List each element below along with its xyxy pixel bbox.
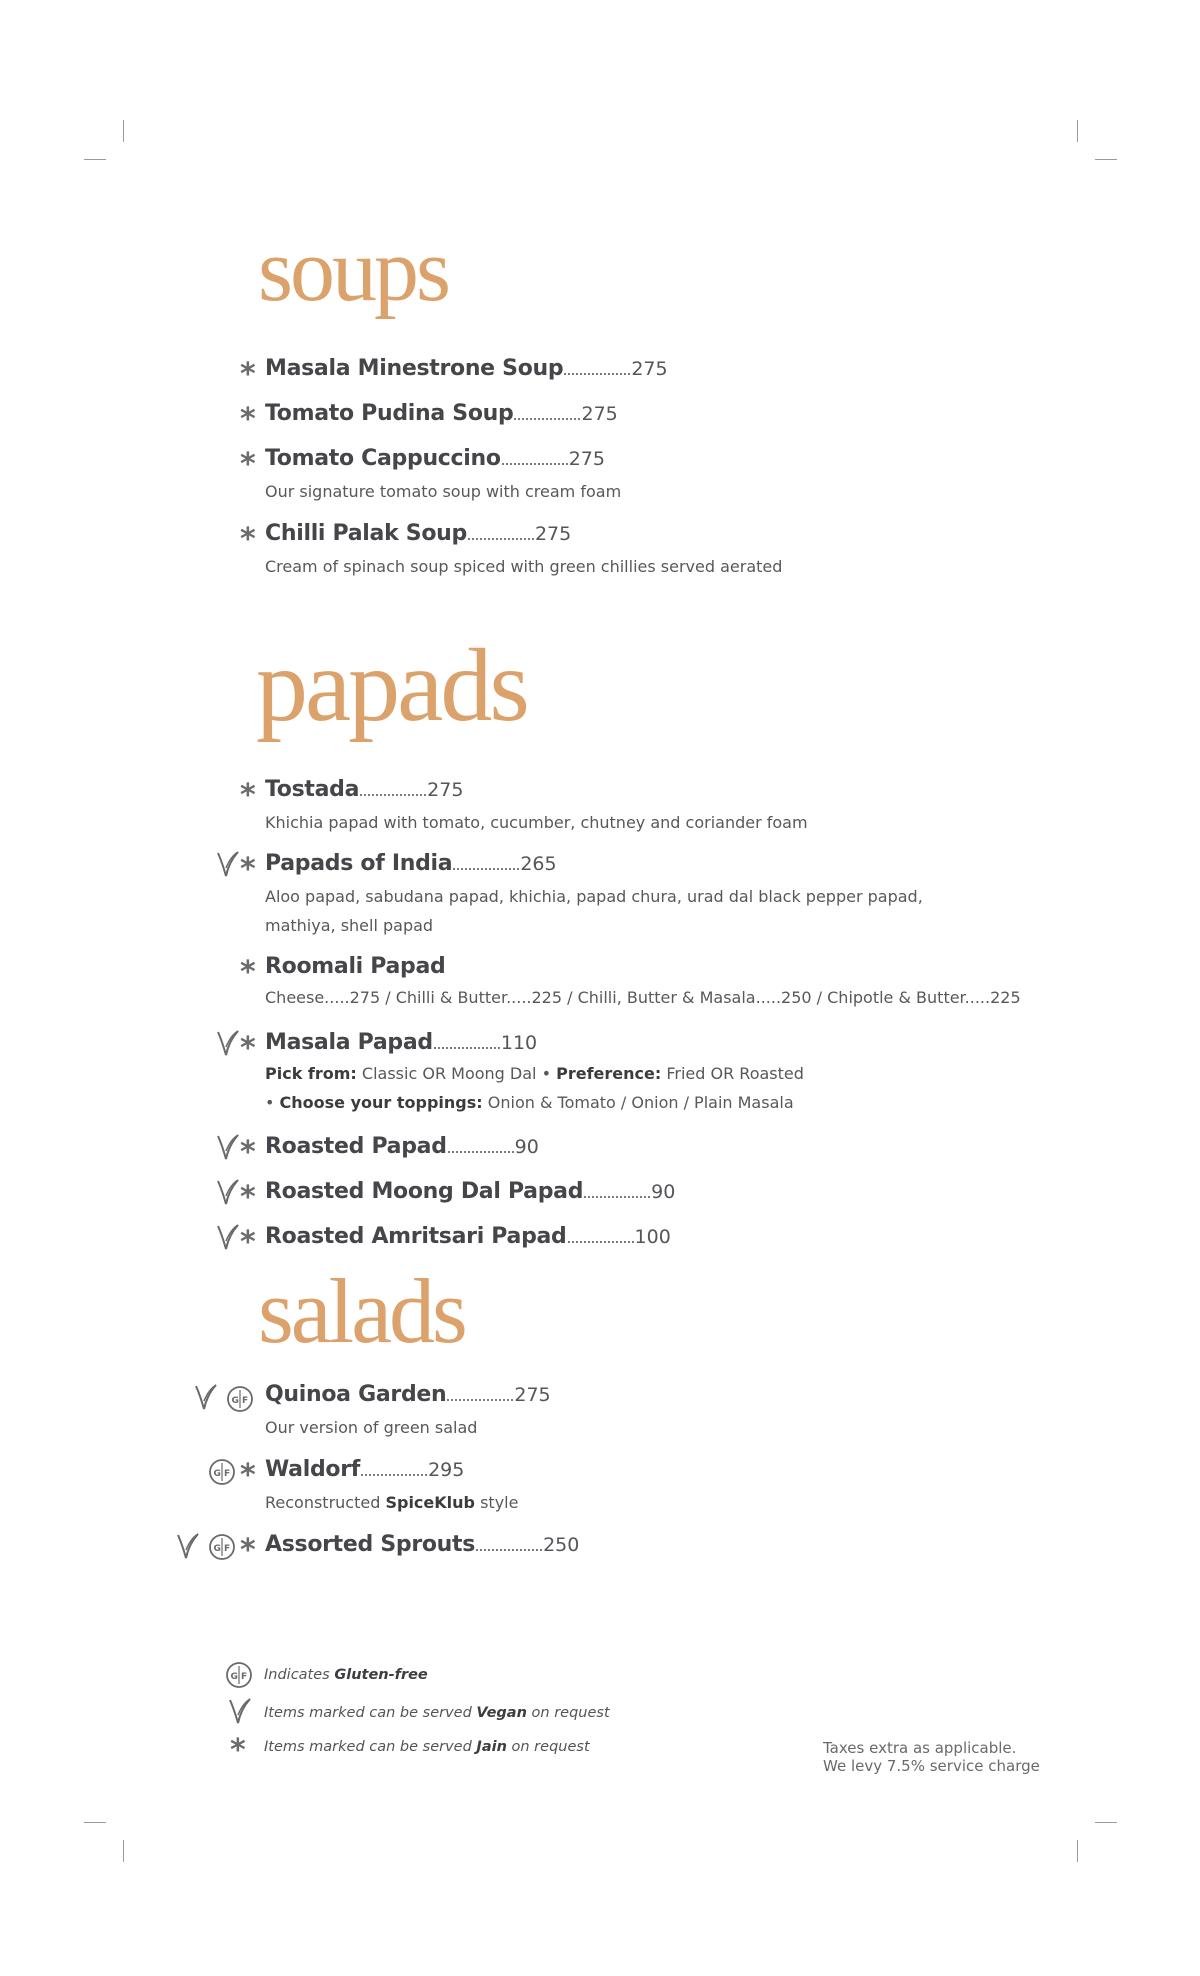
tax-note-line: Taxes extra as applicable.	[823, 1739, 1017, 1757]
preference-value: Fried OR Roasted	[666, 1064, 804, 1083]
legend-bold: Vegan	[476, 1705, 527, 1721]
svg-text:F: F	[224, 1544, 231, 1554]
toppings-value: Onion & Tomato / Onion / Plain Masala	[487, 1093, 794, 1112]
dot-leader	[434, 1046, 500, 1049]
svg-text:F: F	[241, 1672, 248, 1682]
vegan-leaf-icon	[216, 850, 240, 878]
section-heading-soups: soups	[258, 221, 449, 320]
legend-text: on request	[511, 1739, 590, 1755]
item-description: Cream of spinach soup spiced with green chillies served aerated	[265, 557, 783, 576]
item-price: 275	[514, 1384, 551, 1406]
asterisk-icon: *	[240, 852, 256, 887]
section-heading-papads: papads	[256, 628, 527, 743]
desc-text: Reconstructed	[265, 1493, 381, 1512]
dot-leader	[502, 462, 568, 465]
gluten-free-icon	[226, 1385, 254, 1413]
vegan-leaf-icon	[194, 1383, 218, 1411]
separator: •	[265, 1093, 275, 1112]
menu-item	[265, 1382, 551, 1442]
legend-bold: Jain	[476, 1739, 507, 1755]
legend-text: on request	[531, 1705, 610, 1721]
crop-mark	[123, 120, 124, 142]
item-name: Masala Papad	[265, 1030, 433, 1055]
item-description: Our signature tomato soup with cream foam	[265, 482, 622, 501]
asterisk-icon: *	[240, 955, 256, 990]
menu-item	[265, 777, 808, 837]
toppings-label: Choose your toppings:	[279, 1093, 483, 1112]
vegan-leaf-icon	[228, 1697, 252, 1725]
pick-value: Classic OR Moong Dal	[361, 1064, 537, 1083]
asterisk-icon: *	[240, 522, 256, 557]
vegan-leaf-icon	[216, 1133, 240, 1161]
item-description: Cheese.....275 / Chilli & Butter.....225 / Chilli, Butter & Masala.....250 / Chipotle & Butter.....225	[265, 988, 1021, 1007]
item-price: 90	[651, 1181, 676, 1203]
crop-mark	[1095, 1822, 1117, 1823]
item-description-line: Aloo papad, sabudana papad, khichia, papad chura, urad dal black pepper papad,	[265, 887, 923, 906]
item-description	[265, 1059, 804, 1117]
item-description: Khichia papad with tomato, cucumber, chutney and coriander foam	[265, 813, 808, 832]
asterisk-icon: *	[240, 357, 256, 392]
dot-leader	[468, 537, 534, 540]
asterisk-icon: *	[240, 1225, 256, 1260]
dot-leader	[514, 417, 580, 420]
legend-gluten-free	[264, 1667, 428, 1683]
dot-leader	[360, 793, 426, 796]
vegan-leaf-icon	[216, 1178, 240, 1206]
menu-item	[265, 851, 923, 940]
crop-mark	[1077, 120, 1078, 142]
item-name: Waldorf	[265, 1457, 361, 1482]
svg-text:F: F	[224, 1469, 231, 1479]
item-price: 100	[634, 1226, 671, 1248]
item-price: 250	[543, 1534, 580, 1556]
crop-mark	[1077, 1840, 1078, 1862]
item-name: Assorted Sprouts	[265, 1532, 476, 1557]
asterisk-icon: *	[240, 1458, 256, 1493]
vegan-leaf-icon	[216, 1029, 240, 1057]
asterisk-icon: *	[240, 1031, 256, 1066]
item-name: Masala Minestrone Soup	[265, 356, 564, 381]
item-price: 90	[514, 1136, 539, 1158]
separator: •	[541, 1064, 552, 1083]
dot-leader	[584, 1195, 650, 1198]
menu-item	[265, 1030, 804, 1117]
item-description	[265, 882, 923, 940]
menu-item	[265, 401, 618, 426]
svg-text:G: G	[213, 1469, 221, 1479]
svg-text:G: G	[230, 1672, 238, 1682]
item-description: Our version of green salad	[265, 1418, 478, 1437]
asterisk-icon: *	[240, 1135, 256, 1170]
menu-item	[265, 1224, 671, 1249]
item-description-line: mathiya, shell papad	[265, 916, 434, 935]
item-name: Tostada	[265, 777, 360, 802]
crop-mark	[84, 159, 106, 160]
item-name: Roasted Amritsari Papad	[265, 1224, 567, 1249]
item-name: Tomato Cappuccino	[265, 446, 501, 471]
menu-item	[265, 1457, 518, 1517]
menu-item	[265, 356, 668, 381]
desc-text: style	[480, 1493, 519, 1512]
item-price: 265	[520, 853, 557, 875]
item-name: Papads of India	[265, 851, 453, 876]
legend-vegan	[264, 1705, 610, 1721]
svg-text:G: G	[231, 1396, 239, 1406]
dot-leader	[361, 1473, 427, 1476]
dot-leader	[448, 1150, 514, 1153]
item-name: Roasted Papad	[265, 1134, 447, 1159]
legend-text: Indicates	[264, 1667, 330, 1683]
gluten-free-icon	[208, 1458, 236, 1486]
item-price: 110	[500, 1032, 538, 1054]
tax-note	[823, 1739, 1040, 1775]
item-price: 275	[631, 358, 668, 380]
menu-item	[265, 1134, 539, 1159]
asterisk-icon: *	[240, 1533, 256, 1568]
vegan-leaf-icon	[216, 1223, 240, 1251]
item-name: Quinoa Garden	[265, 1382, 447, 1407]
menu-item	[265, 954, 1021, 1012]
item-name: Roasted Moong Dal Papad	[265, 1179, 584, 1204]
menu-item	[265, 521, 782, 581]
item-price: 275	[427, 779, 464, 801]
section-heading-salads: salads	[258, 1260, 465, 1362]
svg-text:F: F	[242, 1396, 249, 1406]
gluten-free-icon	[208, 1533, 236, 1561]
item-name: Chilli Palak Soup	[265, 521, 467, 546]
dot-leader	[568, 1240, 634, 1243]
crop-mark	[123, 1840, 124, 1862]
asterisk-icon: *	[240, 402, 256, 437]
pick-label: Pick from:	[265, 1064, 357, 1083]
asterisk-icon: *	[240, 1180, 256, 1215]
tax-note-line: We levy 7.5% service charge	[823, 1757, 1040, 1775]
menu-item	[265, 446, 621, 506]
crop-mark	[1095, 159, 1117, 160]
gluten-free-icon	[225, 1661, 253, 1689]
item-price: 275	[568, 448, 605, 470]
menu-item	[265, 1179, 675, 1204]
item-name: Roomali Papad	[265, 954, 446, 979]
dot-leader	[447, 1398, 513, 1401]
preference-label: Preference:	[556, 1064, 662, 1083]
item-price: 275	[534, 523, 572, 545]
item-price: 295	[428, 1459, 465, 1481]
legend-jain	[264, 1739, 590, 1755]
asterisk-icon: *	[240, 778, 256, 813]
item-price: 275	[581, 403, 618, 425]
legend-text: Items marked can be served	[264, 1705, 472, 1721]
vegan-leaf-icon	[176, 1532, 200, 1560]
dot-leader	[564, 372, 630, 375]
brand-name: SpiceKlub	[385, 1493, 475, 1512]
item-description	[265, 1488, 518, 1517]
asterisk-icon: *	[240, 447, 256, 482]
asterisk-icon: *	[230, 1733, 246, 1768]
legend-text: Items marked can be served	[264, 1739, 472, 1755]
menu-item	[265, 1532, 579, 1557]
dot-leader	[476, 1548, 542, 1551]
crop-mark	[84, 1822, 106, 1823]
legend-bold: Gluten-free	[334, 1667, 428, 1683]
svg-text:G: G	[213, 1544, 221, 1554]
item-name: Tomato Pudina Soup	[265, 401, 514, 426]
dot-leader	[453, 867, 519, 870]
